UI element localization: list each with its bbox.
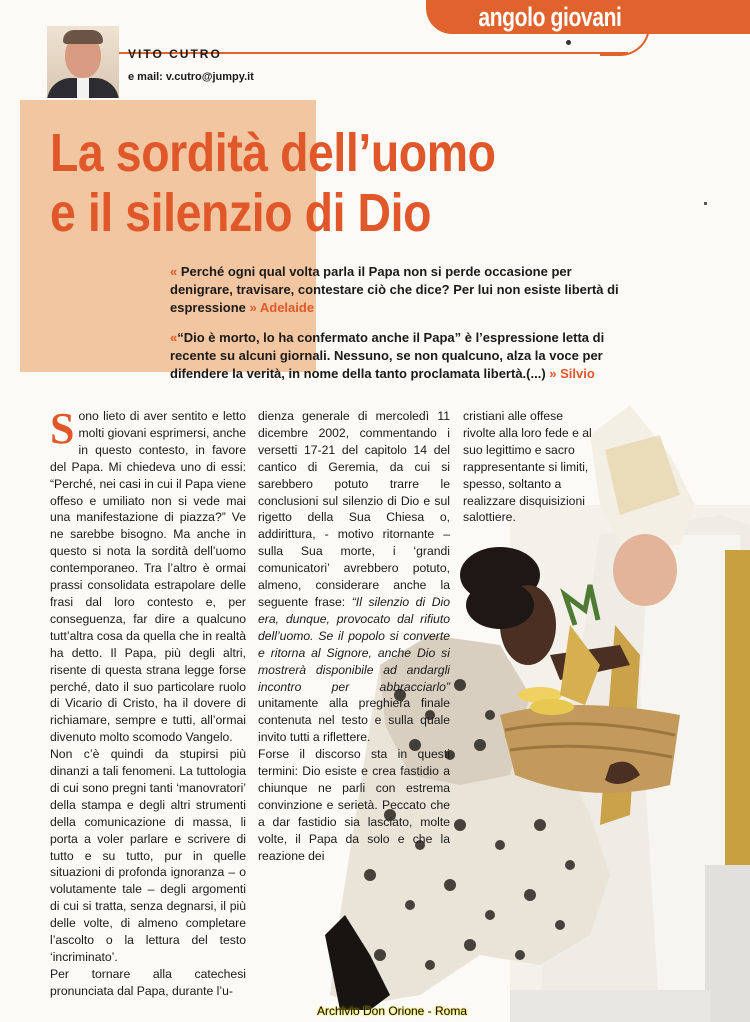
paragraph: Forse il discorso sta in questi termini: Dio esiste e crea fastidio a chiunque ne parli con estrema convinzione e serietà. Peccato che a dar fastidio sia lasciato, molte volte, il Papa da solo e che la reazione dei	[258, 747, 450, 863]
letter-silvio	[170, 329, 630, 383]
article-title	[50, 123, 609, 243]
pope-quote: “Il silenzio di Dio era, dunque, provocato dal rifiuto dell’uomo. Se il popolo si converte e ritorna al Signore, anche Dio si mostrerà disponibile ad andargli incontro per abbracciarlo”	[258, 594, 450, 694]
archive-stamp: Archivio Don Orione - Roma	[316, 1004, 468, 1018]
paragraph: cristiani alle offese rivolte alla loro fede e al suo legittimo e sacro rappresentante si limiti, spesso, soltanto a realizzare disquisizioni salottiere.	[463, 409, 592, 525]
paragraph: Non c’è quindi da stupirsi più dinanzi a tali fenomeni. La tuttologia di cui sono pregni tanti ‘manovratori’ della stampa e degli altri strumenti della comunicazione di massa, li porta a voler parlare e scrivere di tutto e su tutto, pur in quelle situazioni di profonda ignoranza – o volutamente tale – degli argomenti di cui si tratta, senza degnarsi, il più delle volte, di almeno completare l’ascolto o la lettura del testo ‘incriminato’.	[50, 747, 246, 964]
rubric-title: angolo giovani	[478, 2, 622, 32]
article-column-3	[463, 408, 593, 526]
paragraph	[50, 404, 246, 746]
drop-cap: S	[50, 404, 75, 453]
letter-signature: Silvio	[556, 366, 595, 381]
letter-adelaide	[170, 263, 630, 317]
paragraph-text: dienza generale di mercoledì 11 dicembre 2002, commentando i versetti 17-21 del capitolo 14 del cantico di Geremia, da cui si sarebbero potuto trarre le conclusioni sul silenzio di Dio e sul rigetto della Sua Chiesa o, addirittura, - motivo ritornante – sulla Sua morte, i ‘grandi comunicatori’ avrebbero potuto, almeno, considerare anche la seguente frase:	[258, 409, 450, 609]
title-line-2: e il silenzio di Dio	[50, 183, 432, 243]
paragraph: Per tornare alla catechesi pronunciata dal Papa, durante l’u-	[50, 966, 246, 998]
title-line-1: La sordità dell’uomo	[50, 123, 496, 183]
print-mark	[704, 202, 707, 205]
quote-open-mark: «	[170, 264, 178, 279]
letter-signature: Adelaide	[256, 300, 315, 315]
paragraph	[258, 408, 450, 746]
author-photo	[47, 26, 119, 98]
ink-dot	[566, 40, 571, 45]
article-column-2	[258, 408, 450, 864]
quote-open-mark: «	[170, 330, 178, 345]
paragraph-text: ono lieto di aver sentito e letto molti giovani esprimersi, anche in questo contesto, in favore del Papa. Mi chiedeva uno di essi: “Perché, nei casi in cui il Papa viene offeso e umiliato non si vede mai una manifestazione di piazza?” Ve ne sarebbe bisogno. Ma anche in questo si nota la sordità dell’uomo contemporaneo. Tra l’altro è ormai prassi consolidata estrapolare delle frasi dal loro contesto e, per conseguenza, far dire a qualcuno tutt’altra cosa da quella che in realtà ha detto. Il Papa, più degli altri, risente di questa strana legge forse perché, dato il suo particolare ruolo di Vicario di Cristo, ha il dovere di richiamare, sempre e tutti, all’ormai divenuto molto scomodo Vangelo.	[50, 409, 246, 745]
quote-close-mark: »	[549, 366, 557, 381]
rubric-banner	[426, 0, 750, 34]
article-column-1	[50, 404, 246, 1000]
author-name: VITO CUTRO	[128, 47, 222, 61]
quote-close-mark: »	[249, 300, 257, 315]
letter-text: Perché ogni qual volta parla il Papa non si perde occasione per denigrare, travisare, contestare ciò che dice? Per lui non esiste libertà di espressione	[170, 264, 619, 315]
author-email: e mail: v.cutro@jumpy.it	[128, 71, 254, 83]
letter-text: “Dio è morto, lo ha confermato anche il Papa” è l’espressione letta di recente su alcuni giornali. Nessuno, se non qualcuno, alza la voce per difendere la verità, in nome della tanto proclamata libertà.(...)	[170, 330, 605, 381]
reader-letters	[170, 263, 630, 395]
paragraph-text: unitamente alla preghiera finale contenuta nel testo e sulla quale invito tutti a riflettere.	[258, 696, 450, 745]
rubric-curve	[600, 20, 650, 56]
